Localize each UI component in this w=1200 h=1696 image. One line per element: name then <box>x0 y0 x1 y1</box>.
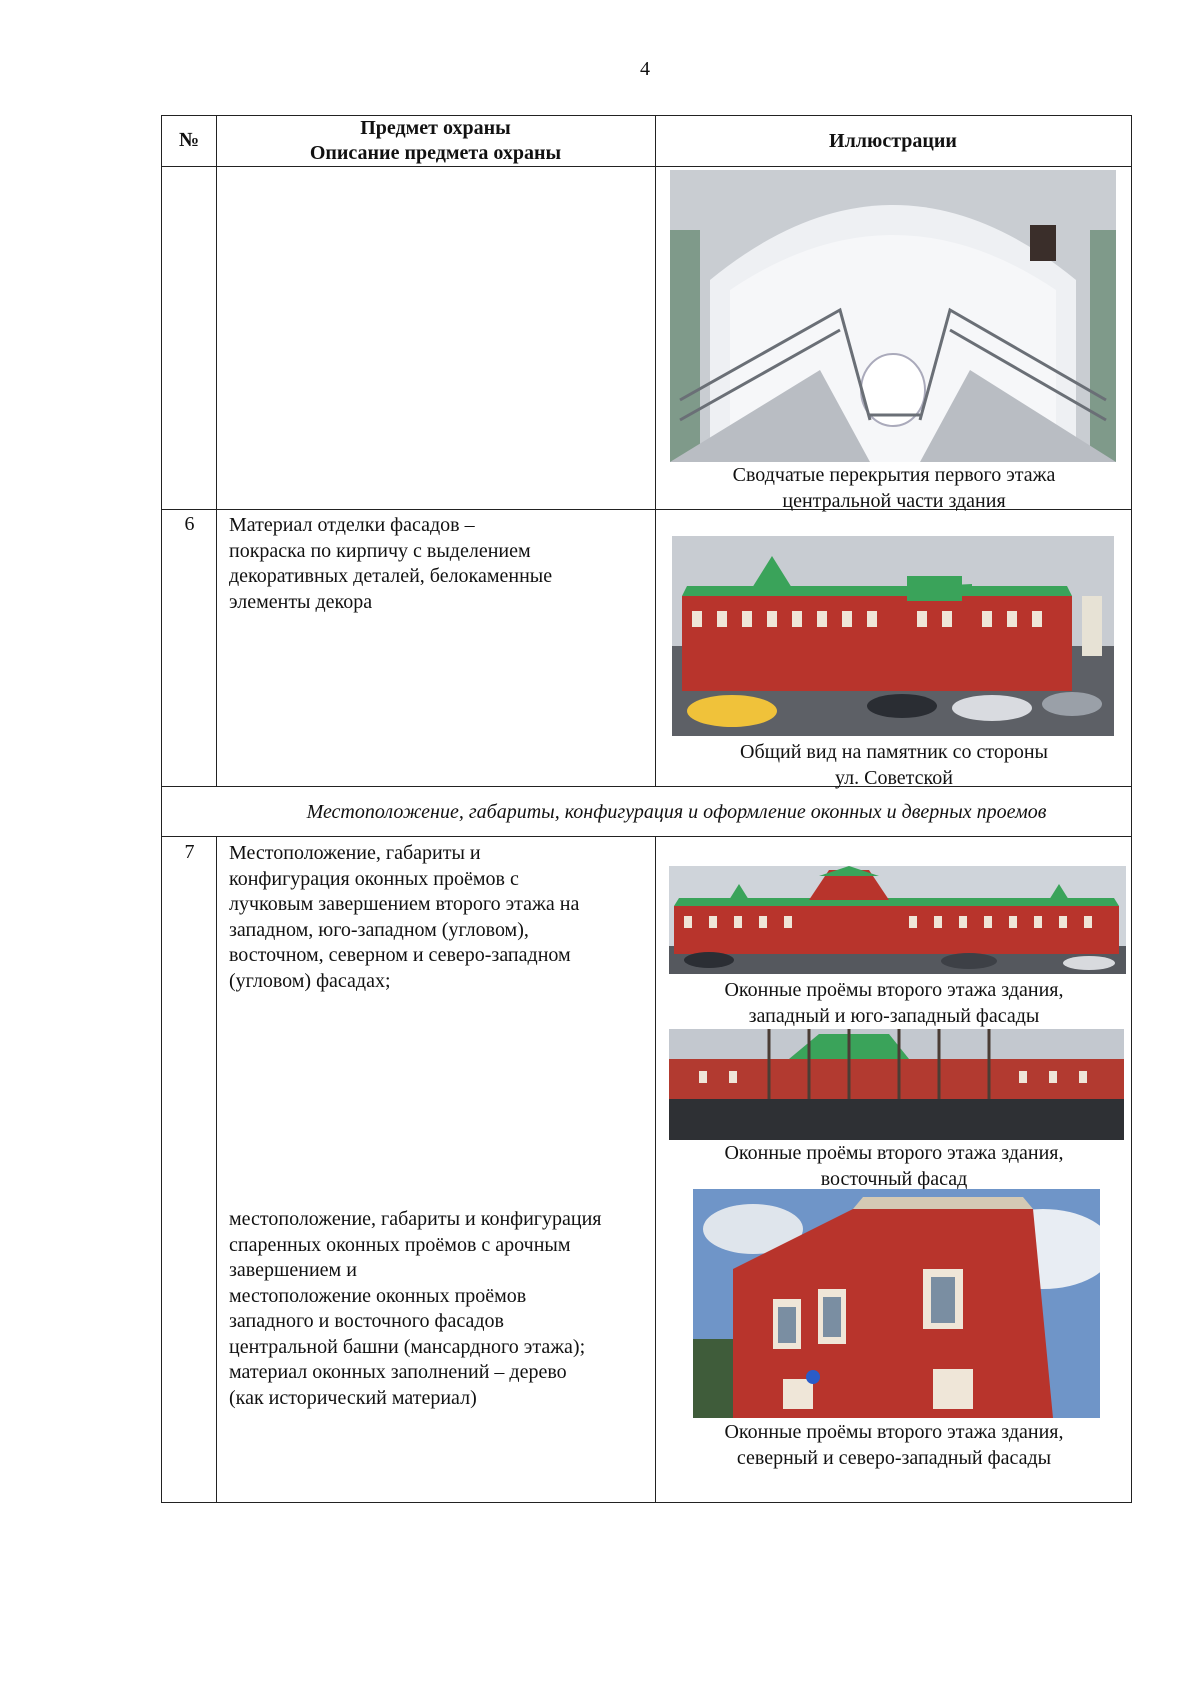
description-line: (как исторический материал) <box>229 1386 477 1409</box>
header-divider <box>162 166 1131 167</box>
header-illustrations: Иллюстрации <box>829 130 957 152</box>
header-subject-line1: Предмет охраны <box>360 117 511 139</box>
caption-line: ул. Советской <box>835 766 953 789</box>
description-line: (угловом) фасадах; <box>229 969 391 992</box>
illustration-caption <box>657 1420 1131 1471</box>
section-title: Местоположение, габариты, конфигурация и оформление оконных и дверных проемов <box>306 801 1047 823</box>
vaulted-staircase-photo <box>670 170 1116 462</box>
corner-tower-photo <box>693 1189 1100 1418</box>
caption-line: западный и юго-западный фасады <box>748 1004 1040 1027</box>
description-line: местоположение, габариты и конфигурация <box>229 1208 602 1230</box>
illustration-caption <box>657 463 1131 514</box>
illustration-caption <box>657 1141 1131 1192</box>
description-line: покраска по кирпичу с выделением <box>229 539 531 562</box>
description-line: центральной башни (мансардного этажа); <box>229 1335 586 1358</box>
illustration-caption <box>657 978 1131 1029</box>
row-number: 7 <box>184 841 195 863</box>
description-line: конфигурация оконных проёмов с <box>229 867 519 890</box>
row-number: 6 <box>184 513 195 535</box>
description-line: Материал отделки фасадов – <box>229 514 475 536</box>
caption-line: Оконные проёмы второго этажа здания, <box>724 1421 1064 1443</box>
column-divider <box>216 836 217 1503</box>
column-divider <box>655 116 656 786</box>
protection-table <box>161 115 1132 1503</box>
description-line: западном, юго-западном (угловом), <box>229 918 529 941</box>
east-facade-photo <box>669 1029 1124 1140</box>
row-description-windows <box>229 841 659 994</box>
description-line: элементы декора <box>229 590 373 613</box>
illustration-caption <box>657 740 1131 791</box>
description-line: местоположение оконных проёмов <box>229 1284 527 1307</box>
caption-line: Оконные проёмы второго этажа здания, <box>724 979 1064 1001</box>
building-street-view-photo <box>672 536 1114 736</box>
description-line: спаренных оконных проёмов с арочным <box>229 1233 571 1256</box>
caption-line: северный и северо-западный фасады <box>736 1446 1052 1469</box>
description-line: Местоположение, габариты и <box>229 842 481 864</box>
header-subject-line2: Описание предмета охраны <box>309 142 562 164</box>
caption-line: Общий вид на памятник со стороны <box>740 741 1048 763</box>
description-line: декоративных деталей, белокаменные <box>229 565 553 587</box>
description-line: лучковым завершением второго этажа на <box>229 893 580 915</box>
caption-line: Сводчатые перекрытия первого этажа <box>732 464 1056 486</box>
caption-line: Оконные проёмы второго этажа здания, <box>724 1142 1064 1164</box>
page-number: 4 <box>640 58 650 80</box>
west-facade-photo <box>669 866 1126 974</box>
description-line: завершением и <box>229 1259 357 1281</box>
row-divider <box>162 836 1131 837</box>
description-line: материал оконных заполнений – дерево <box>229 1361 567 1383</box>
row-description <box>229 513 659 615</box>
description-line: западного и восточного фасадов <box>229 1310 504 1332</box>
caption-line: центральной части здания <box>782 489 1006 512</box>
column-divider <box>216 116 217 786</box>
caption-line: восточный фасад <box>820 1167 968 1190</box>
header-number: № <box>178 129 200 151</box>
header-subject <box>216 116 655 166</box>
row-description-arched-windows <box>229 1207 659 1411</box>
description-line: восточном, северном и северо-западном <box>229 944 571 966</box>
